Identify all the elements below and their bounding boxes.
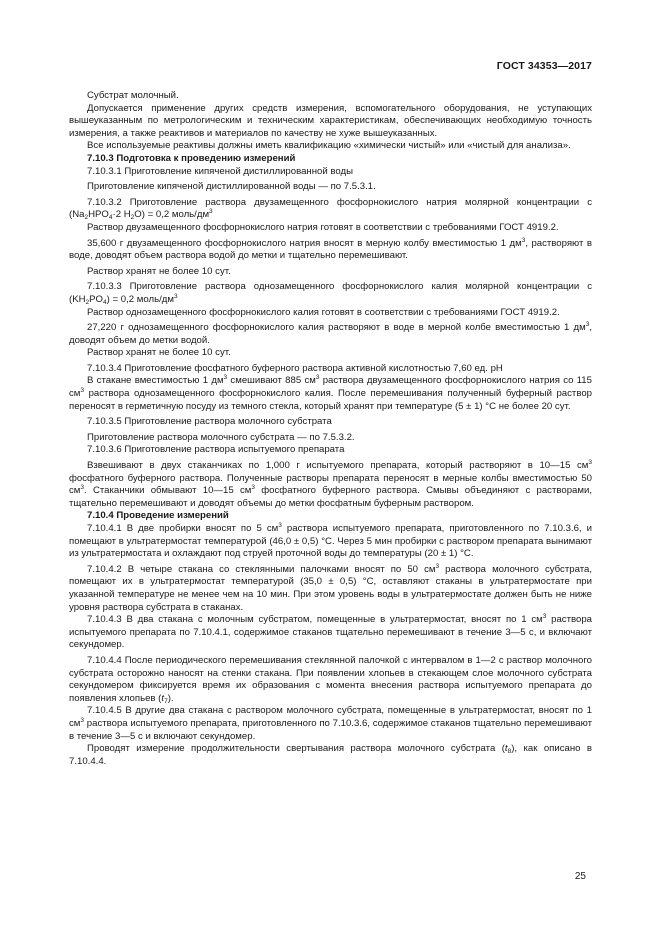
paragraph: Раствор однозамещенного фосфорнокислого калия готовят в соответствии с требованиями ГОСТ 4919.2.: [87, 306, 560, 318]
paragraph: Допускается применение других средств измерения, вспомогательного оборудования, не уступающих вышеуказанным по метрологическим и техническим характеристикам, обеспечивающих необходимую точность измерения, а также реактивов и материалов по качеству не хуже вышеуказанных.: [69, 102, 592, 139]
paragraph: Раствор хранят не более 10 сут.: [87, 347, 231, 359]
paragraph: Проводят измерение продолжительности свертывания раствора молочного субстрата $(t_8)$, как описано в 7.10.4.4.: [69, 743, 592, 767]
paragraph: 7.10.3.3 Приготовление раствора однозамещенного фосфорнокислого калия молярной концентрации с $(KH_2PO_4) = 0,2$ моль/$дм^3$: [69, 281, 592, 306]
standard-header: ГОСТ 34353—2017: [496, 60, 592, 72]
paragraph: Все используемые реактивы должны иметь квалификацию «химически чистый» или «чистый для анализа».: [87, 140, 571, 152]
paragraph: 7.10.4.2 В четыре стакана со стеклянными палочками вносят по 50 $см^3$ раствора молочного субстрата, помещают их в ультратермостат температурой (35,0 ± 0,5) °С, оставляют стаканы в ультратермостате при указанной температуре не менее чем на 10 мин. При этом уровень воды в ультратермостате должен быть не ниже уровня раствора субстрата в стаканах.: [69, 562, 592, 613]
paragraph: 7.10.4.1 В две пробирки вносят по 5 $см^3$ раствора испытуемого препарата, приготовленного по 7.10.3.6, и помещают в ультратермостат температурой (46,0 ± 0,5) °С. Через 5 мин пробирки с раствором препарата вынимают из ультратермостата и охлаждают под струей проточной воды до температуры (20 ± 1) °С.: [69, 522, 592, 560]
paragraph: Раствор двузамещенного фосфорнокислого натрия готовят в соответствии с требованиями ГОСТ 4919.2.: [87, 221, 559, 233]
paragraph: 7.10.3.6 Приготовление раствора испытуемого препарата: [87, 444, 345, 456]
paragraph: Приготовление раствора молочного субстрата — по 7.5.3.2.: [87, 431, 355, 443]
paragraph: 35,600 г двузамещенного фосфорнокислого натрия вносят в мерную колбу вместимостью 1 $дм^3$, растворяют в воде, доводят объем раствора водой до метки и тщательно перемешивают.: [69, 236, 592, 262]
paragraph: 27,220 г однозамещенного фосфорнокислого калия растворяют в воде в мерной колбе вместимостью 1 $дм^3$, доводят объем до метки водой.: [69, 321, 592, 346]
document-body: [69, 90, 592, 768]
paragraph: В стакане вместимостью 1 $дм^3$ смешивают 885 $см^3$ раствора двузамещенного фосфорнокислого натрия со 115 $см^3$ раствора однозамещенного фосфорнокислого калия. После перемешивания полученный буферный раствор переносят в герметичную посуду из темного стекла, который хранят при температуре (5 ± 1) °С не более 20 сут.: [69, 374, 592, 412]
paragraph: 7.10.4.5 В другие два стакана с раствором молочного субстрата, помещенные в ультратермостат, вносят по 1 $см^3$ раствора испытуемого препарата, приготовленного по 7.10.3.6, содержимое стаканов тщательно перемешивают в течение 3—5 с и включают секундомер.: [69, 705, 592, 742]
paragraph: 7.10.3.2 Приготовление раствора двузамещенного фосфорнокислого натрия молярной концентрации с ($Na_2HPO_4\cdot 2$ $H_2O) = 0,2$ моль/$дм^3$: [69, 196, 592, 222]
paragraph: 7.10.4.4 После периодического перемешивания стеклянной палочкой с интервалом в 1—2 с раствор молочного субстрата осторожно наносят на стенки стакана. При появлении хлопьев в стекающем слое молочного субстрата секундомером фиксируется время их образования с момента внесения раствора испытуемого препарата до появления хлопьев $(t_7)$.: [69, 654, 592, 705]
paragraph: Субстрат молочный.: [87, 90, 179, 101]
paragraph: 7.10.3.1 Приготовление кипяченой дистиллированной воды: [87, 165, 353, 177]
paragraph: Взвешивают в двух стаканчиках по 1,000 г испытуемого препарата, который растворяют в 10—15 $см^3$ фосфатного буферного раствора. Полученные растворы препарата переносят в мерные колбы вместимостью 50 $см^3$. Стаканчики обмывают 10—15 $см^3$ фосфатного буферного раствора. Смывы объединяют с растворами, тщательно перемешивают и доводят объемы до метки фосфатным буферным раствором.: [69, 459, 592, 509]
paragraph: 7.10.3.5 Приготовление раствора молочного субстрата: [87, 416, 332, 428]
page-number: 25: [574, 871, 586, 882]
paragraph: 7.10.3.4 Приготовление фосфатного буферного раствора активной кислотностью 7,60 ед. pH: [87, 362, 503, 374]
section-heading: 7.10.3 Подготовка к проведению измерений: [87, 152, 296, 164]
paragraph: Раствор хранят не более 10 сут.: [87, 265, 231, 277]
paragraph: 7.10.4.3 В два стакана с молочным субстратом, помещенные в ультратермостат, вносят по 1 $см^3$ раствора испытуемого препарата по 7.10.4.1, содержимое стаканов тщательно перемешивают в течение 3—5 с, и включают секундомер.: [69, 613, 592, 651]
paragraph: Приготовление кипяченой дистиллированной воды — по 7.5.3.1.: [87, 181, 376, 193]
section-heading: 7.10.4 Проведение измерений: [87, 510, 229, 522]
